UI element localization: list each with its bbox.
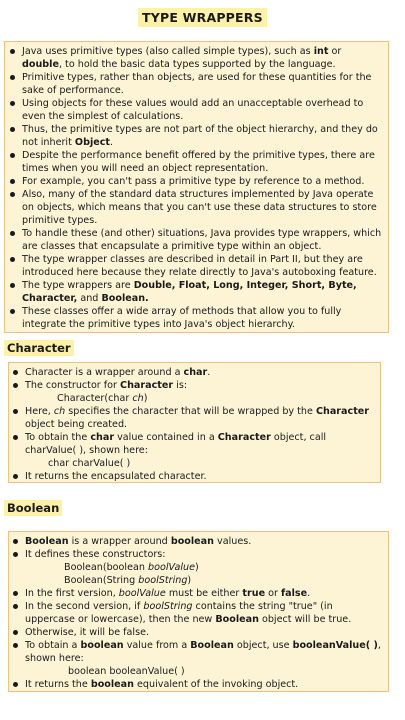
text-run: Character(char [57, 393, 133, 404]
text-run: char charValue( ) [48, 458, 131, 469]
text-run: The constructor for [25, 380, 121, 391]
text-run: Despite the performance benefit offered by the primitive types, there are times when you will need an object representation. [22, 150, 375, 174]
intro-box [4, 41, 389, 333]
bullet-item [12, 548, 382, 561]
text-run: Boolean(String [64, 575, 139, 586]
text-run: Boolean [25, 536, 69, 547]
text-run: char [90, 432, 115, 443]
text-run: To obtain the [25, 432, 91, 443]
text-run: ) [194, 562, 199, 573]
bullet-item [12, 626, 382, 639]
text-run: It defines these constructors: [25, 549, 166, 560]
text-run: For example, you can't pass a primitive type by reference to a method. [22, 176, 365, 187]
text-run: boolValue [118, 588, 166, 599]
text-run: value contained in a [114, 432, 218, 443]
text-run: , shown here: [25, 640, 381, 664]
text-run: contains the string "true" (in uppercase or lowercase), then the new [25, 601, 333, 625]
text-run: boolean [90, 679, 134, 690]
bullet-item [12, 535, 382, 548]
text-run: specifies the character that will be wrapped by the [65, 406, 316, 417]
text-run: To handle these (and other) situations, Java provides type wrappers, which are classes that encapsulate a primitive type within an object. [22, 228, 382, 252]
bullet-item [12, 639, 382, 665]
text-run: object will be true. [258, 614, 352, 625]
text-run: equivalent of the invoking object. [133, 679, 299, 690]
text-run: Character [315, 406, 370, 417]
text-run: It returns the [25, 679, 91, 690]
text-run: object, use [233, 640, 293, 651]
text-run: . [207, 367, 211, 378]
text-run: Boolean(boolean [64, 562, 148, 573]
text-run: boolean booleanValue( ) [68, 666, 185, 677]
text-run: is a wrapper around [68, 536, 171, 547]
bullet-item [9, 175, 382, 188]
text-run: Otherwise, it will be false. [25, 627, 150, 638]
text-run: Object [74, 137, 111, 148]
text-run: Using objects for these values would add an unacceptable overhead to even the simplest of calculations. [22, 98, 364, 122]
boolean-box [8, 531, 389, 692]
text-run: must be either [165, 588, 243, 599]
character-box [8, 362, 381, 483]
text-run: Java uses primitive types (also called simple types), such as [22, 46, 314, 57]
code-line [12, 561, 382, 574]
bullet-item [9, 71, 382, 97]
text-run: ch [132, 393, 144, 404]
text-run: . [307, 588, 311, 599]
text-run: Boolean. [101, 293, 149, 304]
text-run: int [313, 46, 329, 57]
bullet-item [12, 600, 382, 626]
bullet-item [12, 366, 374, 379]
bullet-item [9, 279, 382, 305]
bullet-item [9, 149, 382, 175]
bullet-item [9, 227, 382, 253]
bullet-item [12, 431, 374, 457]
text-run: It returns the encapsulated character. [25, 471, 207, 482]
text-run: Character [120, 380, 174, 391]
text-run: or [265, 588, 281, 599]
code-line [12, 457, 374, 470]
text-run: char [183, 367, 208, 378]
text-run: object, call charValue( ), shown here: [25, 432, 327, 456]
text-run: Double, Float, Long, Integer, Short, Byte, Character, [22, 280, 357, 304]
text-run: In the second version, if [25, 601, 144, 612]
text-run: Character is a wrapper around a [25, 367, 184, 378]
text-run: is: [173, 380, 188, 391]
bullet-item [9, 188, 382, 227]
code-line [12, 574, 382, 587]
character-heading: Character [4, 340, 74, 356]
text-run: , to hold the basic data types supported by the language. [58, 59, 336, 70]
text-run: Primitive types, rather than objects, are used for these quantities for the sake of performance. [22, 72, 372, 96]
text-run: ch [53, 406, 66, 417]
boolean-list [12, 535, 382, 691]
boolean-heading: Boolean [4, 500, 62, 516]
text-run: boolean [170, 536, 214, 547]
text-run: Here, [25, 406, 54, 417]
text-run: boolean [80, 640, 124, 651]
text-run: true [242, 588, 266, 599]
text-run: To obtain a [25, 640, 81, 651]
text-run: Boolean [190, 640, 234, 651]
bullet-item [12, 587, 382, 600]
text-run: In the first version, [25, 588, 119, 599]
code-line [12, 665, 382, 678]
bullet-item [9, 305, 382, 331]
text-run: value from a [123, 640, 191, 651]
bullet-item [12, 470, 374, 483]
text-run: Boolean [215, 614, 259, 625]
character-list [12, 366, 374, 483]
text-run: ) [187, 575, 192, 586]
bullet-item [9, 253, 382, 279]
text-run: boolString [138, 575, 188, 586]
text-run: The type wrappers are [22, 280, 134, 291]
text-run: . [110, 137, 114, 148]
text-run: Character [217, 432, 271, 443]
text-run: double [22, 59, 59, 70]
text-run: or [328, 46, 342, 57]
text-run: false [281, 588, 308, 599]
text-run: Also, many of the standard data structures implemented by Java operate on objects, which means that you can't use these data structures to store primitive types. [22, 189, 377, 226]
text-run: Thus, the primitive types are not part of the object hierarchy, and they do not inherit [22, 124, 378, 148]
intro-list [9, 45, 382, 331]
bullet-item [12, 405, 374, 431]
text-run: boolString [143, 601, 193, 612]
text-run: These classes offer a wide array of methods that allow you to fully integrate the primitive types into Java's object hierarchy. [22, 306, 342, 330]
page-title: TYPE WRAPPERS [138, 8, 267, 27]
bullet-item [9, 97, 382, 123]
text-run: values. [213, 536, 252, 547]
text-run: ) [143, 393, 148, 404]
bullet-item [9, 45, 382, 71]
code-line [12, 392, 374, 405]
bullet-item [12, 678, 382, 691]
text-run: boolValue [148, 562, 195, 573]
text-run: booleanValue( ) [292, 640, 378, 651]
bullet-item [9, 123, 382, 149]
bullet-item [12, 379, 374, 392]
text-run: object being created. [25, 419, 128, 430]
text-run: and [77, 293, 102, 304]
text-run: The type wrapper classes are described in detail in Part II, but they are introduced here because they relate directly to Java's autoboxing feature. [22, 254, 377, 278]
